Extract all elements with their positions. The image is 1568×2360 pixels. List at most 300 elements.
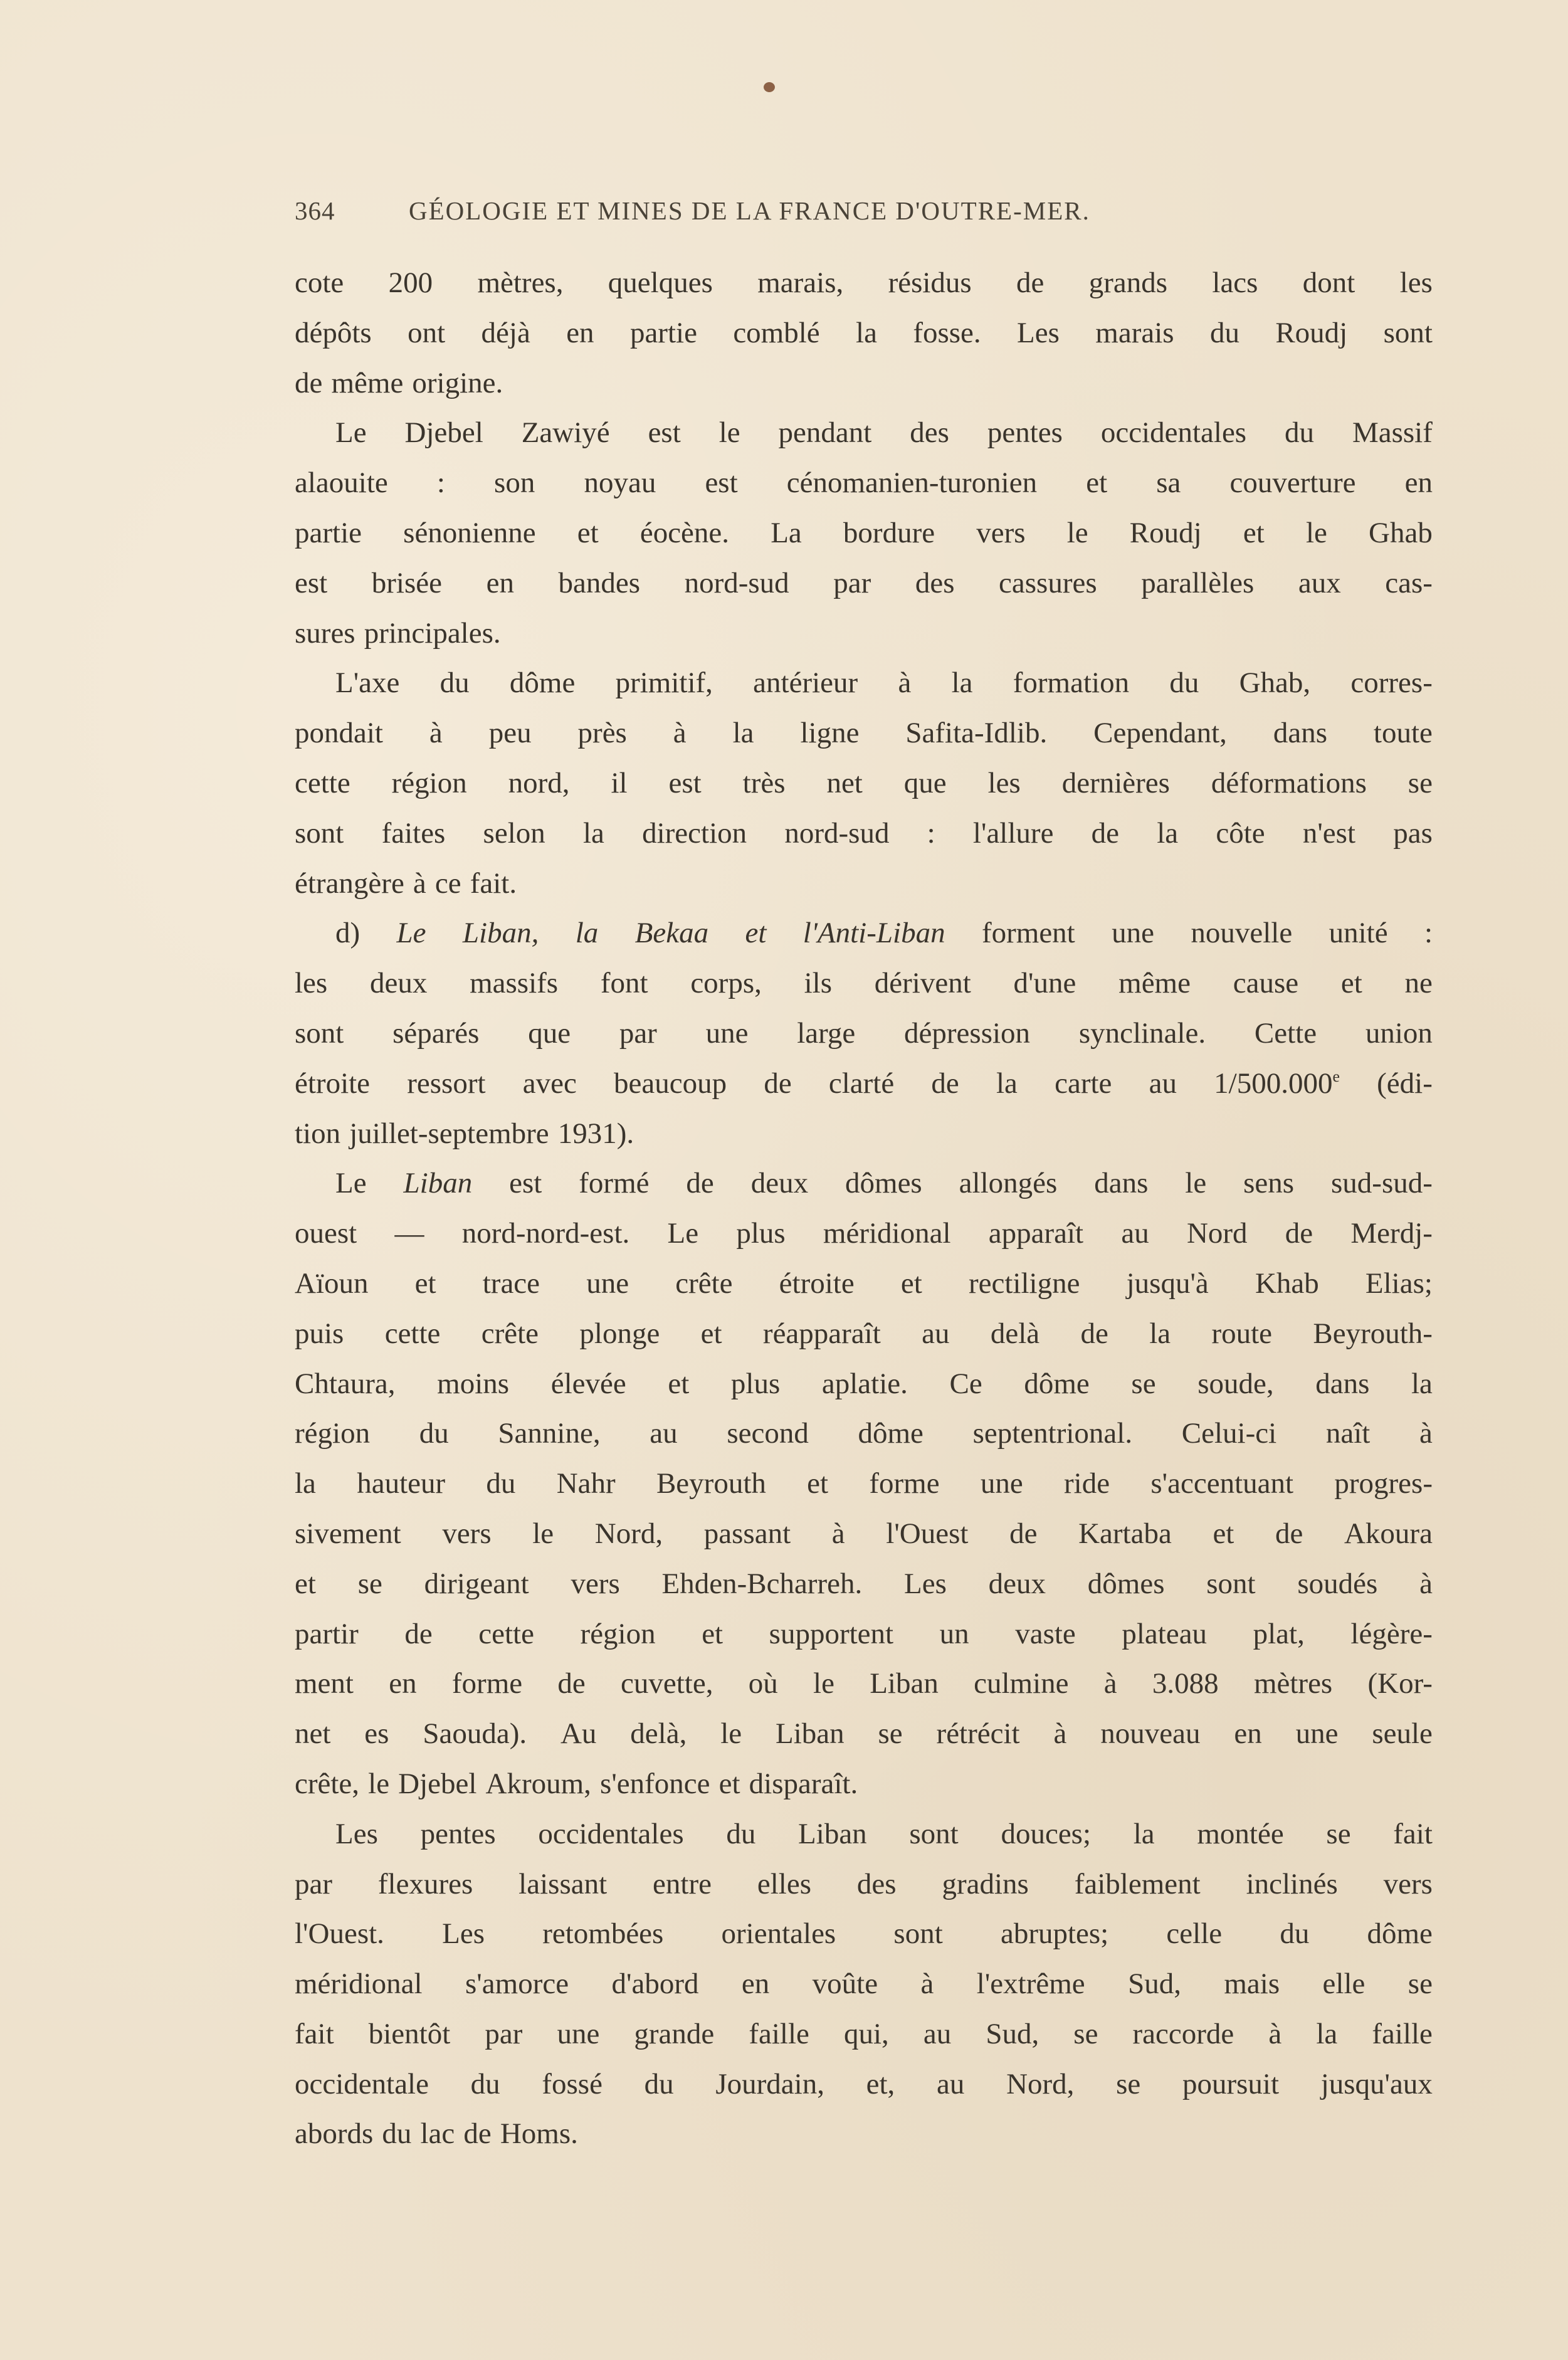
text-line <box>295 1759 1433 1810</box>
word: ne <box>1404 967 1433 1000</box>
text-line <box>295 1609 1433 1660</box>
word: nord-sud <box>684 566 789 599</box>
word: delà <box>990 1317 1040 1350</box>
word: à <box>1268 2017 1282 2050</box>
word: qui, <box>843 2017 889 2050</box>
word: partie <box>295 516 362 549</box>
text-line <box>295 559 1433 609</box>
word: des <box>856 1867 897 1900</box>
word: à <box>898 666 912 700</box>
word: progres- <box>1334 1467 1433 1500</box>
word: du <box>1285 416 1315 450</box>
word: se <box>1131 1367 1156 1400</box>
word: sa <box>1156 466 1181 500</box>
word: de <box>764 1067 792 1100</box>
word: Les <box>1017 316 1060 349</box>
word: nouvelle <box>1191 917 1293 950</box>
word: fosse. <box>913 316 981 349</box>
word: : <box>436 466 445 500</box>
word: union <box>1365 1016 1433 1050</box>
word: Homs. <box>500 2117 578 2151</box>
word: 200 <box>388 266 433 299</box>
word: laissant <box>518 1867 608 1900</box>
word: de <box>295 366 323 399</box>
word: gradins <box>942 1867 1029 1900</box>
word: soudés <box>1297 1567 1378 1600</box>
word: de <box>1009 1517 1038 1550</box>
word: supportent <box>769 1617 894 1650</box>
word: alaouite <box>295 466 388 500</box>
word: Liban <box>798 1817 867 1850</box>
word: et <box>900 1267 922 1300</box>
text-line <box>295 2010 1433 2060</box>
word: culmine <box>974 1667 1069 1700</box>
word: pendant <box>778 416 872 450</box>
word: : <box>927 816 935 850</box>
word: Nord, <box>1006 2067 1075 2100</box>
word: parallèles <box>1141 566 1255 599</box>
word: Beyrouth- <box>1313 1317 1433 1350</box>
word: déformations <box>1211 766 1367 799</box>
word: éocène. <box>639 516 730 549</box>
word: de <box>1016 266 1044 299</box>
text-line <box>295 859 1433 909</box>
word: forment <box>981 917 1075 950</box>
word: s'amorce <box>465 1968 569 2001</box>
word: voûte <box>812 1968 878 2001</box>
word: primitif, <box>615 666 713 700</box>
word: peu <box>488 717 532 750</box>
word: cette <box>295 766 350 799</box>
word: rétrécit <box>936 1717 1020 1751</box>
word: 3.088 <box>1152 1667 1219 1700</box>
word: et <box>807 1467 829 1500</box>
word: Le <box>335 1167 367 1200</box>
word: Akroum, <box>485 1767 591 1800</box>
word: pentes <box>420 1817 496 1850</box>
word: à <box>429 717 443 750</box>
word: plonge <box>579 1317 660 1350</box>
word: deux <box>369 967 428 1000</box>
word: se <box>1408 1968 1433 2001</box>
word: Liban, <box>462 917 539 950</box>
word: Aïoun <box>295 1267 369 1300</box>
word: (Kor- <box>1367 1667 1433 1700</box>
word: 1/500.000e <box>1214 1067 1340 1100</box>
word: Nord <box>1186 1217 1248 1250</box>
word: partie <box>629 316 697 349</box>
word: retombées <box>542 1917 664 1951</box>
word: de <box>931 1067 959 1100</box>
word: déjà <box>481 316 530 349</box>
word: flexures <box>377 1867 473 1900</box>
word: crête <box>481 1317 539 1350</box>
word: à <box>1419 1417 1433 1450</box>
word: à <box>413 867 426 900</box>
word: entre <box>653 1867 712 1900</box>
page-number: 364 <box>295 196 335 225</box>
word: ils <box>804 967 833 1000</box>
word: n'est <box>1302 816 1356 850</box>
word: Elias; <box>1365 1267 1433 1300</box>
word: lacs <box>1212 266 1258 299</box>
word: pondait <box>295 717 383 750</box>
word: de <box>1275 1517 1303 1550</box>
word: plus <box>736 1217 786 1250</box>
word: formé <box>579 1167 650 1200</box>
word: et <box>668 1367 690 1400</box>
word: de <box>1080 1317 1108 1350</box>
text-line <box>295 709 1433 759</box>
word: et <box>718 1767 740 1800</box>
word: crête, <box>295 1767 360 1800</box>
word: sont <box>295 816 344 850</box>
word: Khab <box>1255 1267 1319 1300</box>
word: région <box>580 1617 656 1650</box>
word: fait <box>1393 1817 1433 1850</box>
word: ment <box>295 1667 354 1700</box>
text-line <box>295 408 1433 458</box>
word: la <box>951 666 973 700</box>
text-line <box>295 1709 1433 1759</box>
word: lac <box>420 2117 455 2151</box>
word: cénomanien-turonien <box>786 466 1038 500</box>
word: celle <box>1166 1917 1223 1951</box>
word: occidentales <box>538 1817 684 1850</box>
word: raccorde <box>1132 2017 1234 2050</box>
word: du <box>726 1817 756 1850</box>
text-line <box>295 1159 1433 1209</box>
word: dôme <box>1024 1367 1090 1400</box>
word: une <box>1112 917 1154 950</box>
text-line <box>295 359 1433 409</box>
word: nord, <box>508 766 570 799</box>
word: du <box>419 1417 449 1450</box>
word: rectiligne <box>968 1267 1080 1300</box>
text-line <box>295 909 1433 959</box>
word: le <box>368 1767 390 1800</box>
word: dans <box>1273 717 1327 750</box>
word: dans <box>1315 1367 1370 1400</box>
word: avec <box>522 1067 577 1100</box>
word: même <box>1118 967 1191 1000</box>
word: le <box>532 1517 554 1550</box>
word: et <box>745 917 767 950</box>
word: Ghab, <box>1239 666 1311 700</box>
word: le <box>720 1717 742 1751</box>
word: couverture <box>1229 466 1356 500</box>
word: la <box>996 1067 1018 1100</box>
word: apparaît <box>988 1217 1084 1250</box>
word: par <box>833 566 871 599</box>
word: légère- <box>1350 1617 1433 1650</box>
word: Beyrouth <box>656 1467 766 1500</box>
word: du <box>382 2117 412 2151</box>
word: méridional <box>295 1968 423 2001</box>
word: un <box>939 1617 969 1650</box>
word: dépression <box>904 1016 1031 1050</box>
text-line <box>295 1009 1433 1059</box>
word: élevée <box>550 1367 626 1400</box>
word: soude, <box>1197 1367 1274 1400</box>
word: juillet-septembre <box>349 1117 549 1150</box>
word: du <box>486 1467 516 1500</box>
word: deux <box>750 1167 809 1200</box>
word: se <box>878 1717 903 1751</box>
word: synclinale. <box>1078 1016 1206 1050</box>
text-line <box>295 1309 1433 1359</box>
word: ligne <box>800 717 860 750</box>
word: net <box>826 766 863 799</box>
text-line <box>295 959 1433 1009</box>
word: de <box>1285 1217 1313 1250</box>
word: à <box>1103 1667 1117 1700</box>
word: le <box>813 1667 834 1700</box>
word: Massif <box>1352 416 1433 450</box>
text-line <box>295 809 1433 859</box>
word: Nahr <box>556 1467 616 1500</box>
word: étrangère <box>295 867 404 900</box>
word: vers <box>571 1567 620 1600</box>
word: par <box>485 2017 523 2050</box>
word: sont <box>893 1917 943 1951</box>
word: les <box>987 766 1021 799</box>
word: par <box>619 1016 657 1050</box>
word: sud-sud- <box>1331 1167 1433 1200</box>
word: région <box>391 766 467 799</box>
word: jusqu'à <box>1126 1267 1209 1300</box>
word: Ghab <box>1369 516 1433 549</box>
word: et <box>577 516 599 549</box>
word: résidus <box>888 266 972 299</box>
word: fait. <box>470 867 517 900</box>
word: Le <box>667 1217 699 1250</box>
text-line <box>295 1259 1433 1309</box>
word: Akoura <box>1344 1517 1433 1550</box>
word: se <box>1408 766 1433 799</box>
word: en <box>486 566 514 599</box>
word: dôme <box>509 666 576 700</box>
word: disparaît. <box>749 1767 858 1800</box>
word: à <box>831 1517 845 1550</box>
word: sont <box>1206 1567 1256 1600</box>
word: dirigeant <box>424 1567 529 1600</box>
word: delà, <box>630 1717 687 1751</box>
word: Cependant, <box>1093 717 1227 750</box>
word: du <box>644 2067 674 2100</box>
word: Les <box>904 1567 947 1600</box>
word: est <box>509 1167 542 1200</box>
word: vers <box>976 516 1026 549</box>
word: — <box>394 1217 424 1250</box>
word: naît <box>1325 1417 1371 1450</box>
word: se <box>1326 1817 1351 1850</box>
word: très <box>742 766 786 799</box>
word: deux <box>988 1567 1046 1600</box>
word: dont <box>1302 266 1355 299</box>
word: près <box>577 717 627 750</box>
word: sont <box>1383 316 1433 349</box>
word: côte <box>1216 816 1265 850</box>
word: et <box>414 1267 436 1300</box>
word: montée <box>1197 1817 1284 1850</box>
word: Safita-Idlib. <box>905 717 1048 750</box>
word: la <box>856 316 877 349</box>
word: es <box>364 1717 389 1751</box>
word: unité <box>1329 917 1388 950</box>
word: Zawiyé <box>521 416 610 450</box>
word: sens <box>1243 1167 1295 1200</box>
word: la <box>1316 2017 1338 2050</box>
word: au <box>1149 1067 1177 1100</box>
word: Roudj <box>1129 516 1202 549</box>
word: faites <box>381 816 446 850</box>
word: abords <box>295 2117 374 2151</box>
running-header <box>295 196 1436 233</box>
word: fossé <box>542 2067 602 2100</box>
word: l'Anti-Liban <box>802 917 945 950</box>
word: Chtaura, <box>295 1367 396 1400</box>
text-line <box>295 2060 1433 2110</box>
word: la <box>1133 1817 1155 1850</box>
word: que <box>903 766 947 799</box>
word: bientôt <box>368 2017 451 2050</box>
word: une <box>1295 1717 1339 1751</box>
word: marais <box>1095 316 1174 349</box>
word: la <box>1157 816 1179 850</box>
word: de <box>557 1667 586 1700</box>
word: carte <box>1055 1067 1112 1100</box>
word: par <box>295 1867 333 1900</box>
word: de <box>463 2117 492 2151</box>
word: et <box>295 1567 316 1600</box>
word: de <box>686 1167 714 1200</box>
word: douces; <box>1001 1817 1092 1850</box>
word: orientales <box>721 1917 836 1951</box>
word: seule <box>1372 1717 1433 1751</box>
word: au <box>922 1317 950 1350</box>
word: hauteur <box>357 1467 446 1500</box>
word: dernières <box>1061 766 1170 799</box>
word: pentes <box>987 416 1063 450</box>
word: inclinés <box>1246 1867 1338 1900</box>
word: Sannine, <box>498 1417 601 1450</box>
word: Ehden-Bcharreh. <box>661 1567 863 1600</box>
word: (édi- <box>1377 1067 1433 1100</box>
word: Ce <box>949 1367 982 1400</box>
word: plateau <box>1122 1617 1208 1650</box>
word: des <box>915 566 955 599</box>
word: corps, <box>690 967 762 1000</box>
word: d'abord <box>611 1968 699 2001</box>
word: Les <box>335 1817 378 1850</box>
text-line <box>295 508 1433 559</box>
word: antérieur <box>753 666 858 700</box>
word: se <box>1116 2067 1141 2100</box>
word: plus <box>730 1367 781 1400</box>
word: nord-sud <box>784 816 890 850</box>
word: sures <box>295 616 355 650</box>
word: elle <box>1322 1968 1365 2001</box>
word: moins <box>437 1367 510 1400</box>
word: Sud, <box>1128 1968 1181 2001</box>
word: ouest <box>295 1217 357 1250</box>
text-line <box>295 1209 1433 1259</box>
word: Le <box>396 917 426 950</box>
word: la <box>1411 1367 1433 1400</box>
word: étroite <box>295 1067 371 1100</box>
text-line <box>295 308 1433 359</box>
word: Les <box>442 1917 485 1951</box>
word: et <box>1340 967 1362 1000</box>
word: Cette <box>1254 1016 1317 1050</box>
word: ce <box>434 867 461 900</box>
word: réapparaît <box>762 1317 881 1350</box>
word: formation <box>1013 666 1130 700</box>
text-line <box>295 1909 1433 1959</box>
word: du <box>1280 1917 1310 1951</box>
word: une <box>557 2017 600 2050</box>
word: du <box>439 666 470 700</box>
word: que <box>528 1016 571 1050</box>
word: une <box>980 1467 1023 1500</box>
text-line <box>295 759 1433 809</box>
word: dômes <box>1087 1567 1165 1600</box>
word: L'axe <box>335 666 400 700</box>
word: la <box>732 717 754 750</box>
running-title: GÉOLOGIE ET MINES DE LA FRANCE D'OUTRE-MER. <box>409 196 1090 225</box>
word: Au <box>560 1717 597 1751</box>
word: passant <box>703 1517 791 1550</box>
word: cette <box>384 1317 441 1350</box>
word: dépôts <box>295 316 372 349</box>
word: Roudj <box>1275 316 1348 349</box>
text-line <box>295 258 1433 308</box>
word: une <box>705 1016 749 1050</box>
word: étroite <box>779 1267 855 1300</box>
word: forme <box>869 1467 940 1500</box>
word: Nord, <box>594 1517 663 1550</box>
word: Bekaa <box>634 917 709 950</box>
word: le <box>718 416 740 450</box>
text-line <box>295 1959 1433 2010</box>
word: bordure <box>843 516 935 549</box>
word: à <box>1053 1717 1067 1751</box>
word: au <box>937 2067 965 2100</box>
word: aplatie. <box>821 1367 908 1400</box>
word: vers <box>1383 1867 1433 1900</box>
word: sont <box>295 1016 344 1050</box>
text-line <box>295 1810 1433 1860</box>
word: occidentales <box>1100 416 1247 450</box>
word: au <box>650 1417 678 1450</box>
word: l'allure <box>972 816 1054 850</box>
word: même <box>331 366 404 399</box>
word: bandes <box>558 566 641 599</box>
text-line <box>295 1409 1433 1459</box>
word: forme <box>451 1667 523 1700</box>
word: grande <box>634 2017 715 2050</box>
word: grands <box>1088 266 1168 299</box>
text-line <box>295 1059 1433 1109</box>
word: faille <box>1372 2017 1433 2050</box>
word: brisée <box>371 566 443 599</box>
word: sont <box>909 1817 959 1850</box>
word: second <box>727 1417 809 1450</box>
word: cassures <box>999 566 1097 599</box>
word: net <box>295 1717 331 1751</box>
word: séparés <box>392 1016 480 1050</box>
